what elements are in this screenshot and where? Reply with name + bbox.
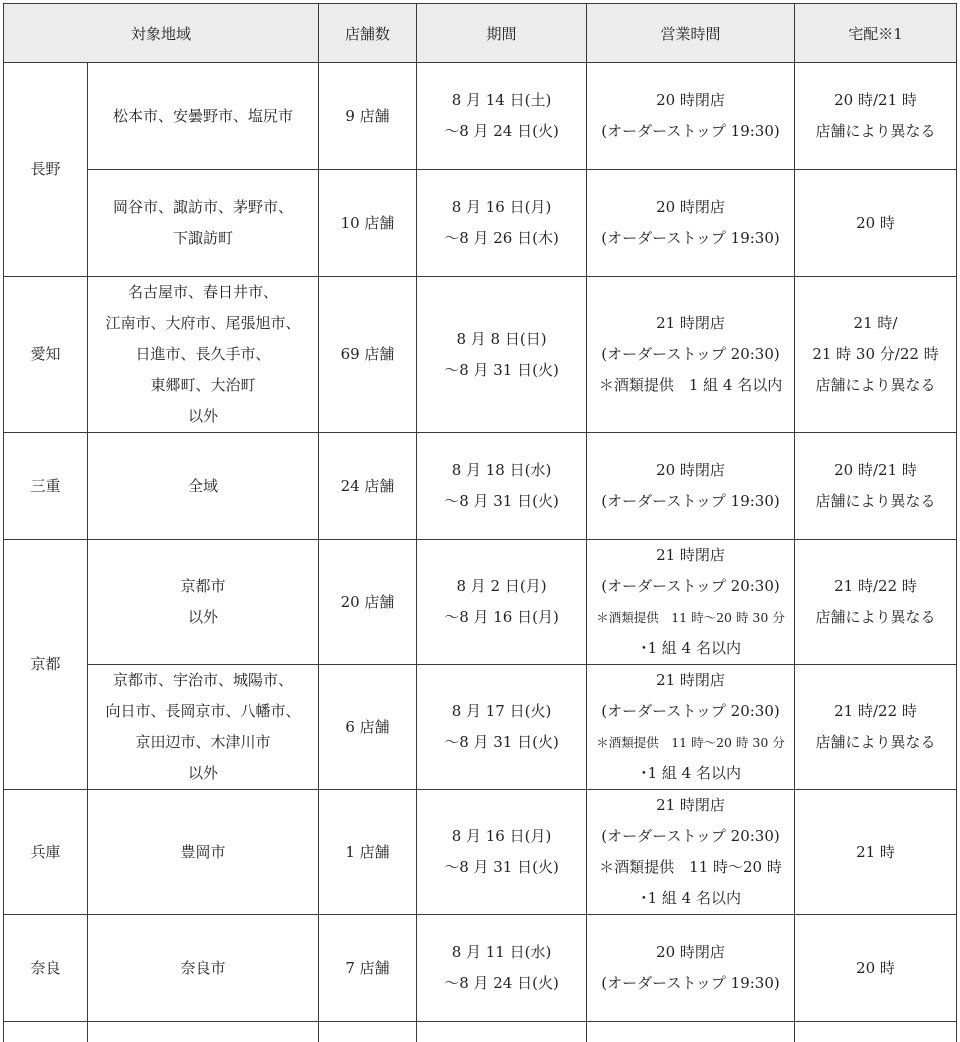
delivery-line: 20 時	[797, 953, 954, 984]
stores-cell	[319, 277, 417, 433]
header-stores: 店舗数	[319, 4, 417, 63]
group-limit-note: ･1 組 4 名以内	[589, 883, 792, 914]
area-cell	[88, 540, 319, 665]
hours-cell	[587, 790, 795, 915]
hours-cell	[587, 63, 795, 170]
delivery-cell	[795, 433, 957, 540]
order-stop: (オーダーストップ 19:30)	[589, 968, 792, 999]
period-cell	[417, 63, 587, 170]
period-end: ～8 月 31 日(火)	[419, 355, 584, 386]
table-row	[4, 170, 957, 277]
period-start: 8 月 18 日(水)	[419, 455, 584, 486]
area-line: 下諏訪町	[90, 223, 316, 254]
store-count: 24 店舗	[321, 471, 414, 502]
store-count: 6 店舗	[321, 712, 414, 743]
alcohol-note: ＊酒類提供 11 時～20 時 30 分	[589, 727, 792, 758]
hours-cell	[587, 433, 795, 540]
area-line: 以外	[90, 602, 316, 633]
header-period: 期間	[417, 4, 587, 63]
period-end: ～8 月 31 日(火)	[419, 727, 584, 758]
period-start: 8 月 17 日(火)	[419, 696, 584, 727]
hours-cell	[587, 277, 795, 433]
period-end: ～8 月 31 日(火)	[419, 486, 584, 517]
prefecture-name: 京都	[6, 649, 85, 680]
period-cell	[417, 277, 587, 433]
period-start: 8 月 16 日(月)	[419, 192, 584, 223]
area-line: 東郷町、大治町	[90, 370, 316, 401]
prefecture-cell	[4, 915, 88, 1022]
closing-time: 20 時閉店	[589, 192, 792, 223]
period-start: 8 月 14 日(土)	[419, 85, 584, 116]
store-count: 9 店舗	[321, 101, 414, 132]
area-line: 以外	[90, 758, 316, 789]
order-stop: (オーダーストップ 19:30)	[589, 223, 792, 254]
period-cell	[417, 790, 587, 915]
stores-cell	[319, 790, 417, 915]
delivery-line: 21 時/22 時	[797, 571, 954, 602]
closing-time: 20 時閉店	[589, 937, 792, 968]
period-start: 8 月 16 日(月)	[419, 821, 584, 852]
delivery-line: 21 時/22 時	[797, 696, 954, 727]
delivery-cell	[795, 540, 957, 665]
delivery-cell	[795, 277, 957, 433]
table-row	[4, 63, 957, 170]
closing-time: 21 時閉店	[589, 665, 792, 696]
period-cell	[417, 540, 587, 665]
closing-time: 20 時閉店	[589, 85, 792, 116]
order-stop: (オーダーストップ 19:30)	[589, 116, 792, 147]
store-count: 69 店舗	[321, 339, 414, 370]
stores-cell	[319, 915, 417, 1022]
period-end: ～8 月 31 日(火)	[419, 852, 584, 883]
delivery-line: 20 時	[797, 208, 954, 239]
period-cell	[417, 433, 587, 540]
stores-cell	[319, 540, 417, 665]
prefecture-name: 三重	[6, 471, 85, 502]
area-cell	[88, 63, 319, 170]
area-line: 日進市、長久手市、	[90, 339, 316, 370]
period-cell	[417, 170, 587, 277]
delivery-line: 店舗により異なる	[797, 727, 954, 758]
delivery-line: 店舗により異なる	[797, 370, 954, 401]
period-end: ～8 月 26 日(木)	[419, 223, 584, 254]
period-end: ～8 月 24 日(火)	[419, 116, 584, 147]
group-limit-note: ･1 組 4 名以内	[589, 633, 792, 664]
closing-time: 21 時閉店	[589, 540, 792, 571]
table-row	[4, 277, 957, 433]
area-cell	[88, 433, 319, 540]
order-stop: (オーダーストップ 20:30)	[589, 696, 792, 727]
area-cell	[88, 170, 319, 277]
area-line: 全域	[90, 471, 316, 502]
period-cell	[417, 915, 587, 1022]
area-line: 松本市、安曇野市、塩尻市	[90, 101, 316, 132]
delivery-line: 21 時/	[797, 308, 954, 339]
hours-cell	[587, 665, 795, 790]
area-line: 以外	[90, 401, 316, 432]
prefecture-cell	[4, 63, 88, 277]
prefecture-cell	[4, 433, 88, 540]
delivery-cell	[795, 170, 957, 277]
store-count: 1 店舗	[321, 837, 414, 868]
delivery-line: 店舗により異なる	[797, 486, 954, 517]
closing-time: 21 時閉店	[589, 790, 792, 821]
delivery-line: 20 時/21 時	[797, 85, 954, 116]
header-region: 対象地域	[4, 4, 319, 63]
delivery-line: 21 時	[797, 837, 954, 868]
area-line: 京都市	[90, 571, 316, 602]
period-start: 8 月 2 日(月)	[419, 571, 584, 602]
closing-time: 20 時閉店	[589, 455, 792, 486]
period-end: ～8 月 24 日(火)	[419, 968, 584, 999]
delivery-line: 21 時 30 分/22 時	[797, 339, 954, 370]
store-hours-table	[3, 3, 957, 1042]
area-line: 向日市、長岡京市、八幡市、	[90, 696, 316, 727]
hours-cell	[587, 170, 795, 277]
prefecture-name: 愛知	[6, 339, 85, 370]
order-stop: (オーダーストップ 20:30)	[589, 821, 792, 852]
area-line: 岡谷市、諏訪市、茅野市、	[90, 192, 316, 223]
period-cell	[417, 665, 587, 790]
prefecture-cell	[4, 540, 88, 790]
group-limit-note: ･1 組 4 名以内	[589, 758, 792, 789]
stores-cell	[319, 170, 417, 277]
header-hours: 営業時間	[587, 4, 795, 63]
store-count: 10 店舗	[321, 208, 414, 239]
area-line: 京都市、宇治市、城陽市、	[90, 665, 316, 696]
prefecture-cell	[4, 277, 88, 433]
table-row	[4, 433, 957, 540]
stores-cell	[319, 63, 417, 170]
order-stop: (オーダーストップ 20:30)	[589, 339, 792, 370]
area-line: 名古屋市、春日井市、	[90, 277, 316, 308]
table-row	[4, 540, 957, 665]
table-row	[4, 665, 957, 790]
delivery-cell	[795, 790, 957, 915]
header-row	[4, 4, 957, 63]
hours-cell	[587, 915, 795, 1022]
area-cell	[88, 790, 319, 915]
stores-cell	[319, 433, 417, 540]
prefecture-cell	[4, 790, 88, 915]
period-start: 8 月 11 日(水)	[419, 937, 584, 968]
period-start: 8 月 8 日(日)	[419, 324, 584, 355]
delivery-cell	[795, 63, 957, 170]
delivery-line: 20 時/21 時	[797, 455, 954, 486]
delivery-line: 店舗により異なる	[797, 602, 954, 633]
alcohol-note: ＊酒類提供 1 組 4 名以内	[589, 370, 792, 401]
order-stop: (オーダーストップ 19:30)	[589, 486, 792, 517]
prefecture-name: 奈良	[6, 953, 85, 984]
prefecture-name: 長野	[6, 154, 85, 185]
area-line: 江南市、大府市、尾張旭市、	[90, 308, 316, 339]
alcohol-note: ＊酒類提供 11 時～20 時	[589, 852, 792, 883]
order-stop: (オーダーストップ 20:30)	[589, 571, 792, 602]
table-row	[4, 915, 957, 1022]
store-count: 7 店舗	[321, 953, 414, 984]
delivery-cell	[795, 665, 957, 790]
stores-cell	[319, 665, 417, 790]
area-cell	[88, 277, 319, 433]
area-line: 豊岡市	[90, 837, 316, 868]
closing-time: 21 時閉店	[589, 308, 792, 339]
delivery-line: 店舗により異なる	[797, 116, 954, 147]
hours-cell	[587, 540, 795, 665]
table-row	[4, 790, 957, 915]
store-count: 20 店舗	[321, 587, 414, 618]
header-delivery: 宅配※1	[795, 4, 957, 63]
period-end: ～8 月 16 日(月)	[419, 602, 584, 633]
area-line: 京田辺市、木津川市	[90, 727, 316, 758]
alcohol-note: ＊酒類提供 11 時～20 時 30 分	[589, 602, 792, 633]
area-line: 奈良市	[90, 953, 316, 984]
area-cell	[88, 665, 319, 790]
area-cell	[88, 915, 319, 1022]
prefecture-name: 兵庫	[6, 837, 85, 868]
delivery-cell	[795, 915, 957, 1022]
